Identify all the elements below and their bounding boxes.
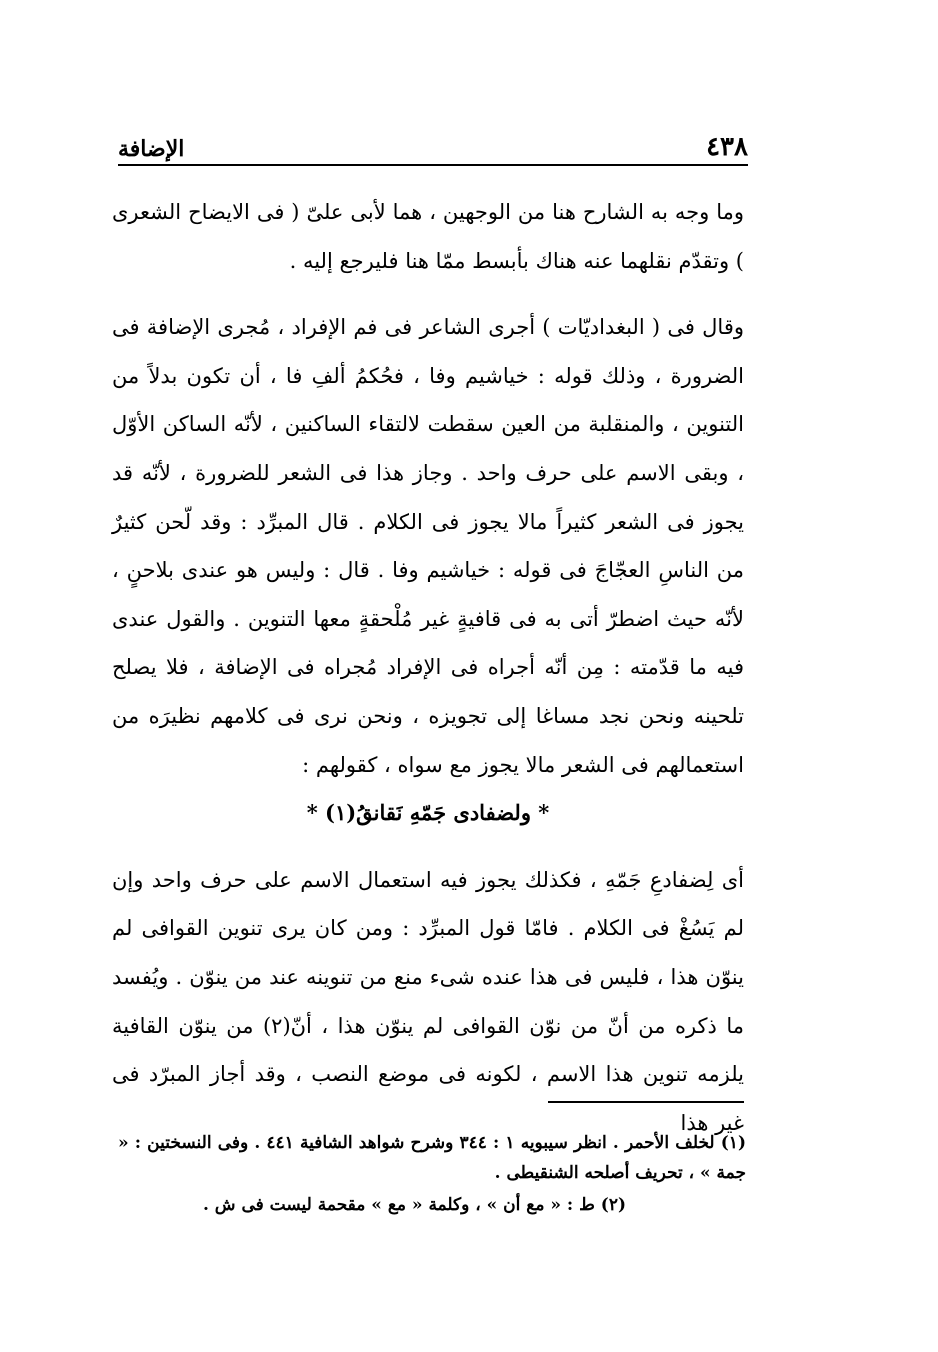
paragraph-gap [112,285,744,303]
header-rule [118,164,748,166]
paragraph-1: وما وجه به الشارح هنا من الوجهين ، هما لأبى علىّ ( فى الايضاح الشعرى ) وتقدّم نقلهما عنه هناك بأبسط ممّا هنا فليرجع إليه . [112,200,744,273]
footnotes [118,1128,746,1220]
section-title: الإضافة [118,136,185,162]
footnote-2: (٢) ط : « مع أن » ، وكلمة « مع » مقحمة ليست فى ش . [202,1195,626,1215]
verse-line: * ولضفادى جَمّهِ نَقانقُ(١) * [306,800,550,826]
paragraph-3: أى لِضفادعِ جَمّهِ ، فكذلك يجوز فيه استعمال الاسم على حرف واحد وإن لم يَسُغْ فى الكلام . فامّا قول المبرِّد : ومن كان يرى تنوين القوافى لم ينوّن هذا ، فليس فى هذا عنده شىء منع من تنوينه عند من ينوّن . ويُفسد ما ذكره من أنّ من نوّن القوافى لم ينوّن هذا ، أنّ(٢) من ينوّن القافية يلزمه تنوين هذا الاسم ، لكونه فى موضع النصب ، وقد أجاز المبرّد فى غير هذا [112,867,745,1135]
paragraph-2: وقال فى ( البغداديّات ) أجرى الشاعر فى فم الإفراد ، مُجرى الإضافة فى الضرورة ، وذلك قوله : خياشيم وفا ، فحُكمُ ألفِ فا ، أن تكون بدلاً من التنوين ، والمنقلبة من العين سقطت لالتقاء الساكنين ، لأنّه الساكن الأوّل ، وبقى الاسم على حرف واحد . وجاز هذا فى الشعر للضرورة ، لأنّه قد يجوز فى الشعر كثيراً مالا يجوز فى الكلام . قال المبرِّد : وقد لّحن كثيرٌ من الناسِ العجّاجَ فى قوله : خياشيم وفا . قال : وليس هو عندى بلاحنٍ ، لأنّه حيث اضطرّ أتى به فى قافيةٍ غير مُلْحقةٍ معها التنوين . والقول عندى فيه ما قدّمته : مِن أنّه أجراه فى الإفراد مُجراه فى الإضافة ، فلا يصلح تلحينه ونحن نجد مساغا إلى تجويزه ، ونحن نرى فى كلامهم نظيرَه من استعمالهم فى الشعر مالا يجوز مع سواه ، كقولهم : [112,315,744,777]
page-number: ٤٣٨ [706,132,748,162]
paragraph-gap [112,838,744,856]
footnote-1: (١) لخلف الأحمر . انظر سيبويه ١ : ٣٤٤ وشرح شواهد الشافية ٤٤١ . وفى النسختين : « جمة » ، تحريف أصلحه الشنقيطى . [118,1133,746,1183]
footnote-rule [548,1101,744,1103]
page-header [118,118,748,162]
main-text [112,188,744,1147]
